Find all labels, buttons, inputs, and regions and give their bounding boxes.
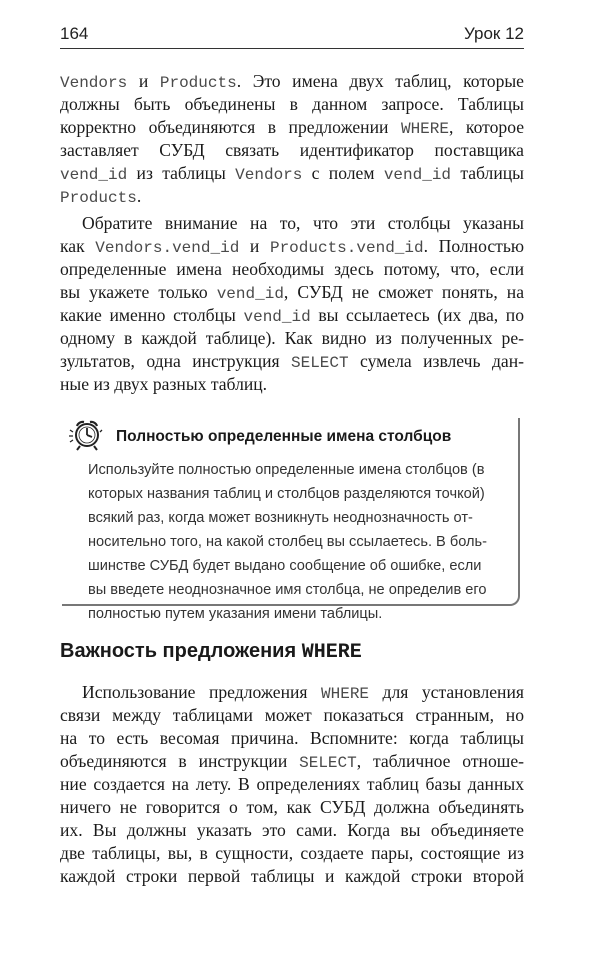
note-line-2: которых названия таблиц и столбцов разделяются точкой) <box>88 486 485 502</box>
para1-line-5: vend_id из таблицы Vendors с полем vend_id таблицы <box>60 163 524 184</box>
para2-line-6: одному в каждой таблице). Как видно из полученных ре- <box>60 328 524 348</box>
para3-line-2: связи между таблицами может показаться странным, но <box>60 705 524 725</box>
para1-line-1: Vendors и Products. Это имена двух таблиц, которые <box>60 71 524 92</box>
para1-line-3: корректно объединяются в предложении WHERE, которое <box>60 117 525 138</box>
page-number: 164 <box>60 24 89 43</box>
para3-line-7: их. Вы должны указать это сами. Когда вы объединяете <box>60 820 524 840</box>
para2-line-2: как Vendors.vend_id и Products.vend_id. Полностью <box>60 236 524 257</box>
para3-line-8: две таблицы, вы, в сущности, создаете пары, состоящие из <box>60 843 524 863</box>
note-line-3: всякий раз, когда может возникнуть неоднозначность от- <box>88 510 473 526</box>
para2-line-7: зультатов, одна инструкция SELECT сумела извлечь дан- <box>60 351 524 372</box>
para3-line-6: ничего не говорится о том, как СУБД должна объединять <box>60 797 524 817</box>
section-heading: Важность предложения WHERE <box>60 640 362 664</box>
para1-line-2: должны быть объединены в данном запросе. Таблицы <box>60 94 524 114</box>
para3-line-4: объединяются в инструкции SELECT, табличное отноше- <box>60 751 524 772</box>
para3-line-1: Использование предложения WHERE для установления <box>82 682 524 703</box>
para3-line-5: ние создается на лету. В определениях таблиц базы данных <box>60 774 524 794</box>
para2-line-8: ные из двух разных таблиц. <box>60 374 268 394</box>
para3-line-3: на то есть весомая причина. Вспомните: когда таблицы <box>60 728 524 748</box>
para2-line-5: какие именно столбцы vend_id вы ссылаетесь (их два, по <box>60 305 525 326</box>
note-line-4: носительно того, на какой столбец вы ссылаетесь. В боль- <box>88 534 487 550</box>
para1-line-6: Products. <box>60 186 142 207</box>
chapter-title: Урок 12 <box>463 24 524 43</box>
note-line-7: полностью путем указания имени таблицы. <box>88 606 383 622</box>
para2-line-1: Обратите внимание на то, что эти столбцы указаны <box>82 213 524 233</box>
para1-line-4: заставляет СУБД связать идентификатор поставщика <box>60 140 524 160</box>
alarm-clock-icon <box>66 416 106 452</box>
para2-line-3: определенные имена необходимы здесь потому, что, если <box>60 259 524 279</box>
para2-line-4: вы укажете только vend_id, СУБД не сможет понять, на <box>60 282 524 303</box>
note-title: Полностью определенные имена столбцов <box>116 428 452 445</box>
note-line-6: вы введете неоднозначное имя столбца, не определив его <box>88 582 487 598</box>
note-line-1: Используйте полностью определенные имена столбцов (в <box>88 462 485 478</box>
running-header <box>60 22 524 49</box>
note-line-5: шинстве СУБД будет выдано сообщение об ошибке, если <box>88 558 482 574</box>
note-box <box>62 418 522 622</box>
para3-line-9: каждой строки первой таблицы и каждой строки второй <box>60 866 524 886</box>
